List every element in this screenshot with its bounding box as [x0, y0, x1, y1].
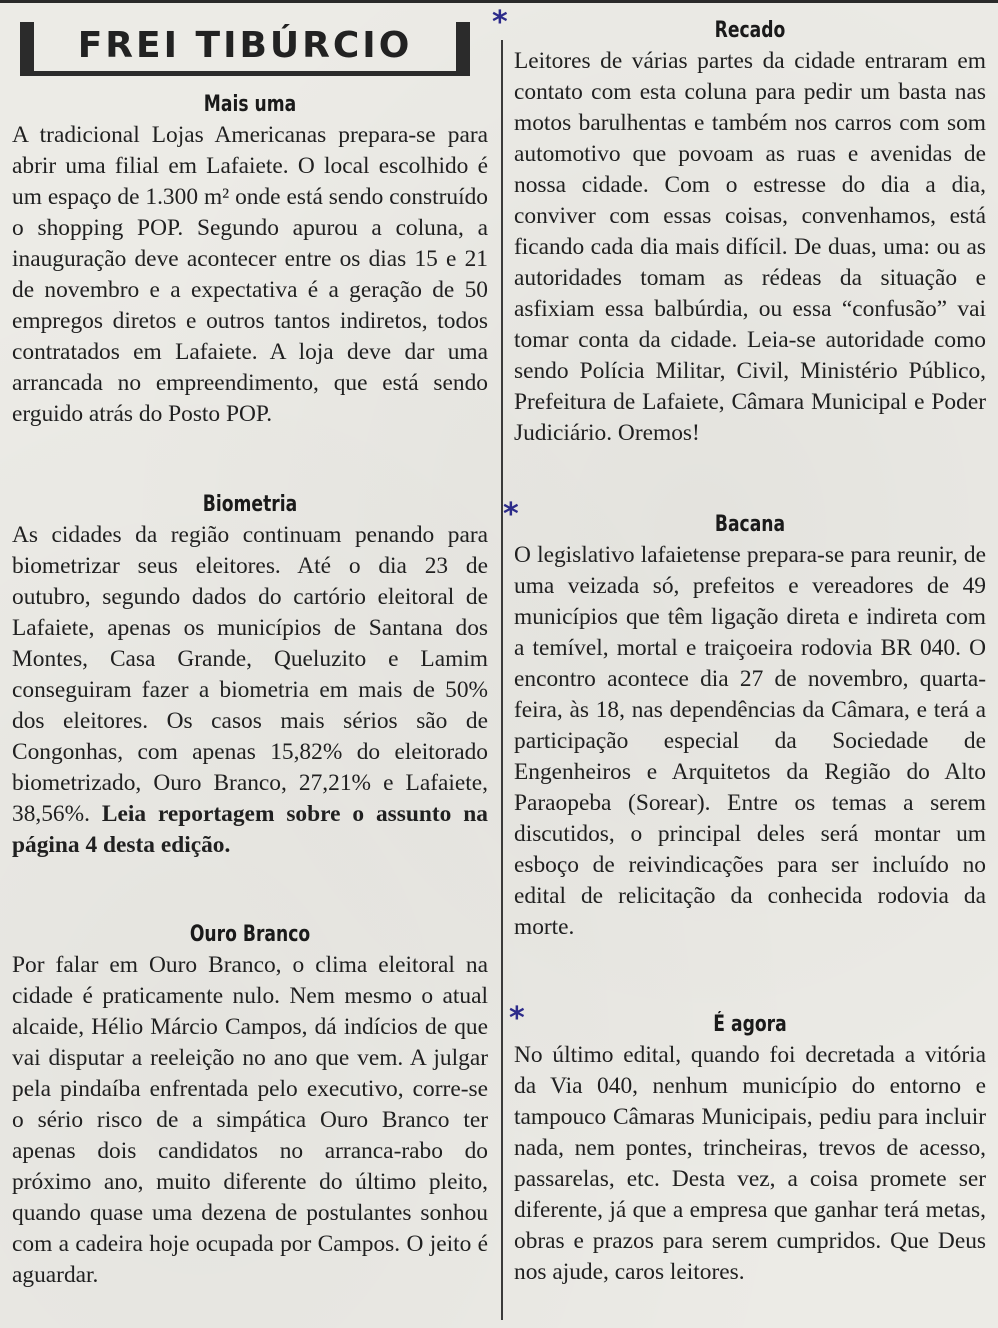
section-body: A tradicional Lojas Americanas prepara-se para abrir uma filial em Lafaiete. O local escolhido é um espaço de 1.300 m² onde está sendo construído o shopping POP. Segundo apurou a coluna, a inauguração deve acontecer entre os dias 15 e 21 de novembro e a expectativa é a geração de 50 empregos diretos e outros tantos indiretos, todos contratados em Lafaiete. A loja deve dar uma arrancada no empreendimento, que está sendo erguido atrás do Posto POP.: [12, 122, 488, 427]
masthead-bar-right: [456, 22, 470, 72]
section-heading: Ouro Branco: [189, 922, 311, 947]
section-body: [12, 520, 488, 861]
asterisk-ornament-icon: *: [503, 497, 519, 532]
section-body: No último edital, quando foi decretada a vitória da Via 040, nenhum município do entorno e tampouco Câmaras Municipais, pediu para incluir nada, nem pontes, trincheiras, trevos de acesso, passarelas, etc. Desta vez, a coisa promete ser diferente, já que a empresa que ganhar terá metas, obras e prazos para serem cumpridos. Que Deus nos ajude, caros leitores.: [514, 1042, 986, 1285]
asterisk-ornament-icon: *: [509, 1001, 525, 1036]
asterisk-ornament-icon: *: [492, 5, 508, 40]
section-mais-uma: [12, 90, 488, 430]
section-body: Por falar em Ouro Branco, o clima eleitoral na cidade é praticamente nulo. Nem mesmo o atual alcaide, Hélio Márcio Campos, dá indícios de que vai disputar a reeleição no ano que vem. A julgar pela pindaíba enfrentada pelo executivo, corre-se o sério risco de a simpática Ouro Branco ter apenas dois candidatos no arranca-rabo do próximo ano, muito diferente do último pleito, quando quase uma dezena de postulantes sonhou com a cadeira hoje ocupada por Campos. O jeito é aguardar.: [12, 952, 488, 1288]
section-heading: Bacana: [714, 512, 786, 537]
section-biometria: [12, 490, 488, 861]
section-body: Leitores de várias partes da cidade entraram em contato com esta coluna para pedir um basta nas motos barulhentas e também nos carros com som automotivo que povoam as ruas e avenidas de nossa cidade. Com o estresse do dia a dia, conviver com essas coisas, convenhamos, está ficando cada dia mais difícil. De duas, uma: ou as autoridades tomam as rédeas da situação e asfixiam essa balbúrdia, ou essa “confusão” vai tomar conta da cidade. Leia-se autoridade como sendo Polícia Militar, Civil, Ministério Público, Prefeitura de Lafaiete, Câmara Municipal e Poder Judiciário. Oremos!: [514, 48, 986, 446]
column-masthead: [20, 22, 470, 72]
masthead-bar-left: [20, 22, 34, 72]
section-heading: Mais uma: [203, 92, 297, 117]
section-body-text: As cidades da região continuam penando para biometrizar seus eleitores. Até o dia 23 de outubro, segundo dados do cartório eleitoral de Lafaiete, apenas os municípios de Santana dos Montes, Casa Grande, Queluzito e Lamim conseguiram fazer a biometria em mais de 50% dos eleitores. Os casos mais sérios são de Congonhas, com apenas 15,82% do eleitorado biometrizado, Ouro Branco, 27,21% e Lafaiete, 38,56%.: [12, 522, 488, 827]
section-body-bold-callout: Leia reportagem sobre o assunto na página 4 desta edição.: [12, 801, 488, 858]
section-e-agora: [514, 1010, 986, 1288]
section-heading: Recado: [714, 18, 786, 43]
section-heading: É agora: [713, 1012, 787, 1037]
section-body: O legislativo lafaietense prepara-se para reunir, de uma veizada só, prefeitos e vereadores de 49 municípios que têm ligação direta e indireta com a temível, mortal e traiçoeira rodovia BR 040. O encontro acontece dia 27 de novembro, quarta-feira, às 18, nas dependências da Câmara, e terá a participação especial da Sociedade de Engenheiros e Arquitetos da Região do Alto Paraopeba (Sorear). Entre os temas a serem discutidos, o principal deles será montar um esboço de reivindicações para ser incluído no edital de relicitação da conhecida rodovia da morte.: [514, 542, 986, 940]
section-ouro-branco: [12, 920, 488, 1291]
section-bacana: [514, 510, 986, 943]
column-title: FREI TIBÚRCIO: [77, 25, 413, 66]
section-recado: [514, 16, 986, 449]
column-divider: [501, 40, 503, 1320]
top-rule: [0, 0, 998, 3]
masthead-underline: [20, 71, 470, 76]
section-heading: Biometria: [202, 492, 298, 517]
